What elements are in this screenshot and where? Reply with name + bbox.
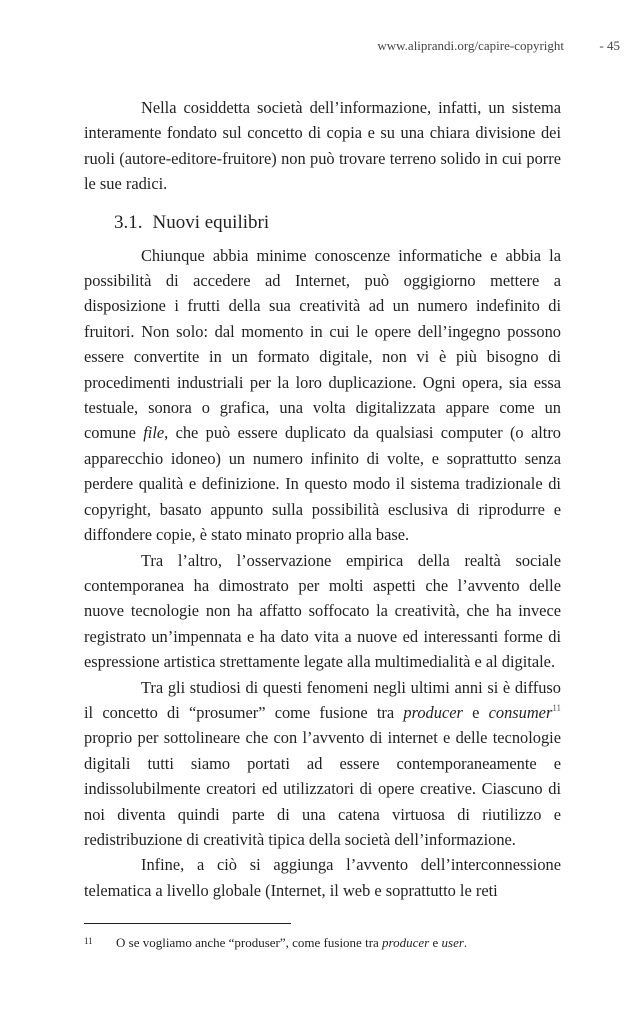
paragraph-digital-copies [84, 243, 561, 548]
paragraph-creativity: Tra l’altro, l’osservazione empirica della realtà sociale contemporanea ha dimostrato per molti aspetti che l’avvento delle nuove tecnologie non ha affatto soffocato la creatività, che ha invece registrato un’impennata e ha dato vita a nuove ed interessanti forme di espressione artistica strettamente legate alla multimedialità e al digitale. [84, 550, 561, 672]
italic-term-producer: producer [403, 702, 463, 722]
footnote-term-user: user [441, 935, 464, 950]
footnote-divider [84, 923, 291, 924]
footnote-number: 11 [84, 936, 93, 946]
footnote-text: . [463, 935, 468, 950]
footnote-text: O se vogliamo anche “produser”, come fusione tra [116, 935, 383, 950]
paragraph-intro: Nella cosiddetta società dell’informazione, infatti, un sistema interamente fondato sul concetto di copia e su una chiara divisione dei ruoli (autore-editore-fruitore) non può trovare terreno solido in cui porre le sue radici. [84, 98, 561, 194]
footnote-term-producer: producer [382, 935, 430, 950]
italic-term-consumer: consumer [488, 702, 553, 722]
section-heading [114, 209, 561, 237]
footnote-text: e [429, 935, 442, 950]
paragraph-text: e [462, 702, 489, 722]
section-title: Nuovi equilibri [152, 211, 270, 233]
main-text [84, 95, 561, 903]
paragraph-prosumer [84, 675, 561, 853]
header-url: www.aliprandi.org/capire-copyright [377, 38, 564, 53]
italic-term-file: file [143, 423, 165, 443]
footnote [84, 932, 561, 952]
running-header [0, 38, 638, 58]
paragraph-text: Chiunque abbia minime conoscenze informatiche e abbia la possibilità di accedere ad Internet, può oggigiorno mettere a disposizione i frutti della sua creatività ad un numero indefinito di fruitori. Non solo: dal momento in cui le opere dell’ingegno possono essere convertite in un formato digitale, non vi è più bisogno di procedimenti industriali per la loro duplicazione. Ogni opera, sia essa testuale, sonora o grafica, una volta digitalizzata appare come un comune [84, 245, 561, 443]
footnote-reference[interactable]: 11 [552, 702, 561, 713]
paragraph-text: Tra gli studiosi di questi fenomeni negli ultimi anni si è diffuso il concetto di “prosumer” come fusione tra [84, 677, 561, 722]
page-number: - 45 [599, 38, 620, 53]
paragraph-text: , che può essere duplicato da qualsiasi computer (o altro apparecchio idoneo) un numero infinito di volte, e soprattutto senza perdere qualità e definizione. In questo modo il sistema tradizionale di copyright, basato appunto sulla possibilità esclusiva di riprodurre e diffondere copie, è stato minato proprio alla base. [84, 423, 561, 545]
paragraph-text: proprio per sottolineare che con l’avvento di internet e delle tecnologie digitali tutti siamo portati ad essere contemporaneamente e indissolubilmente creatori ed utilizzatori di opere creative. Ciascuno di noi diventa quindi parte di una catena virtuosa di riutilizzo e redistribuzione di creatività tipica della società dell’informazione. [84, 728, 561, 849]
paragraph-interconnection: Infine, a ciò si aggiunga l’avvento dell’interconnessione telematica a livello globale (Internet, il web e soprattutto le reti [84, 855, 561, 900]
section-number: 3.1. [114, 211, 143, 233]
